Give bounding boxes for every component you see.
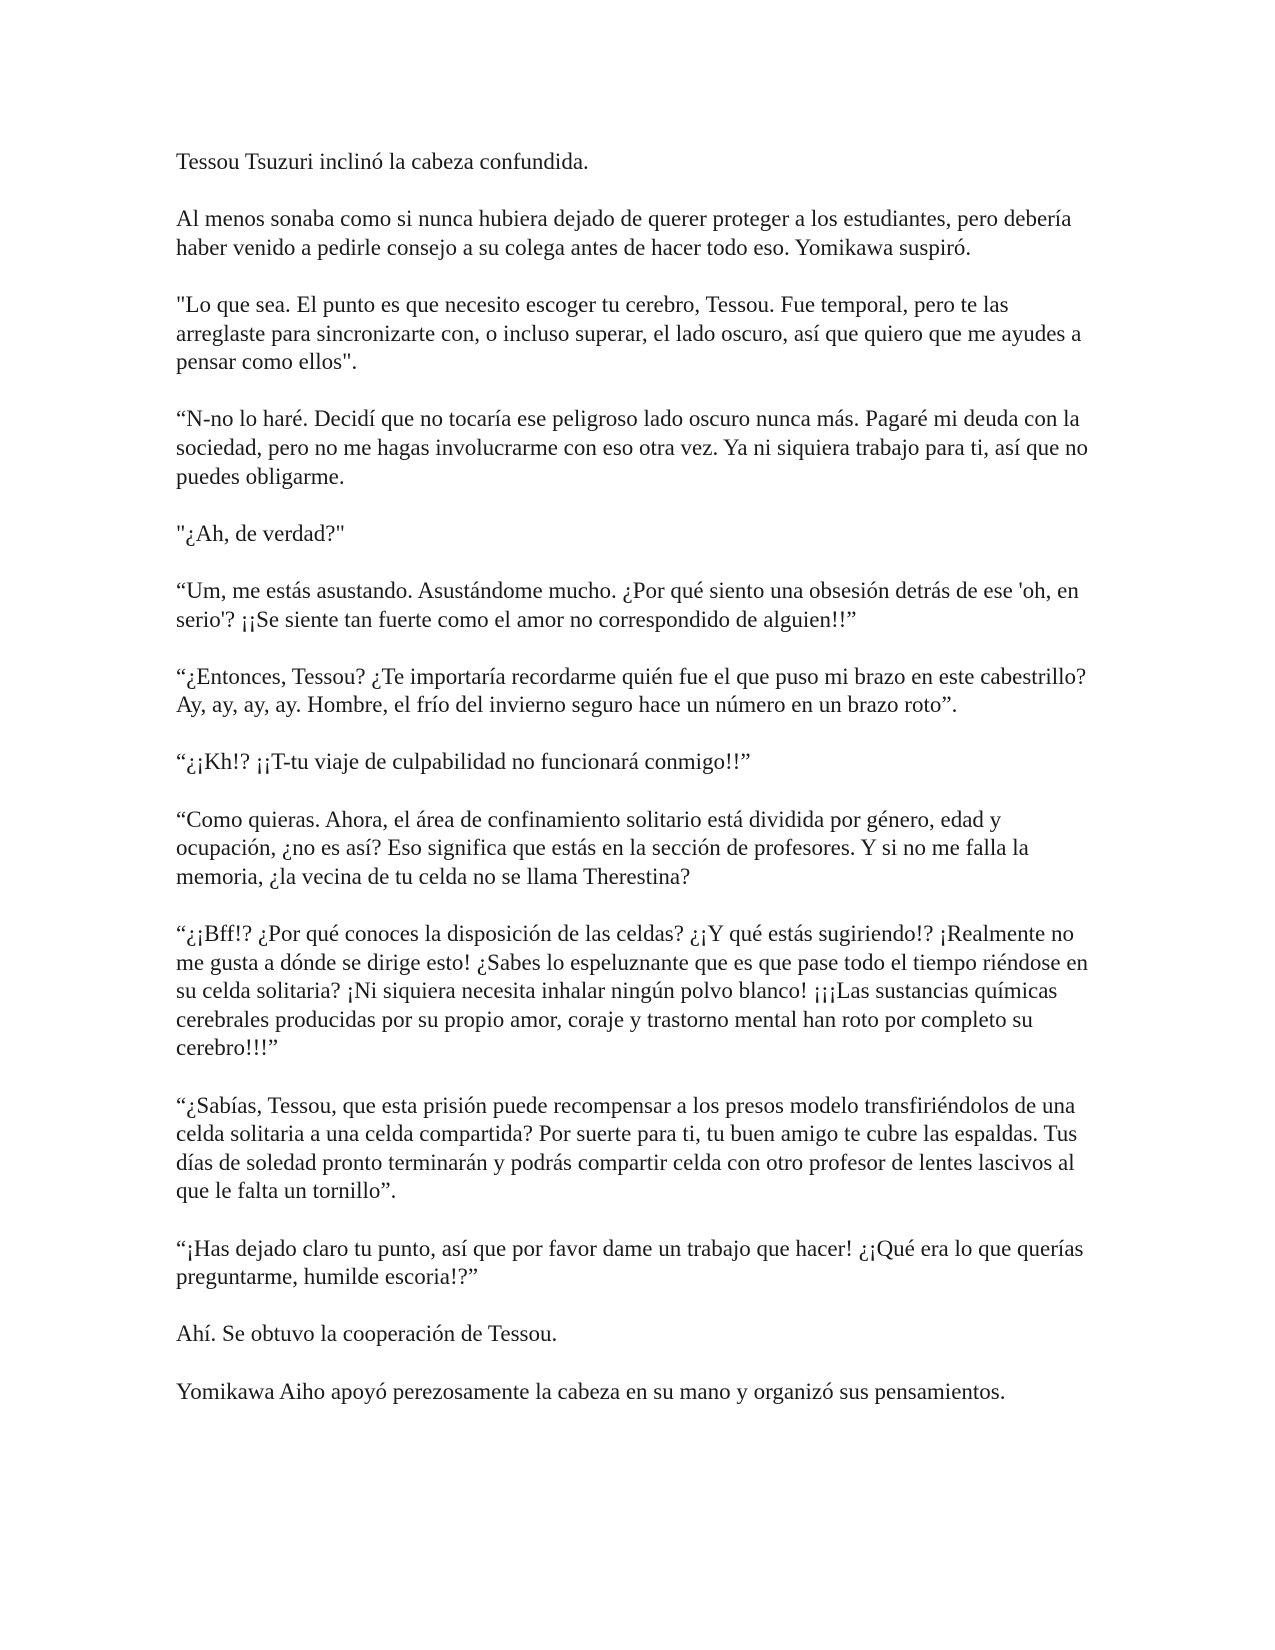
paragraph-12: “¡Has dejado claro tu punto, así que por favor dame un trabajo que hacer! ¿¡Qué era lo que querías preguntarme, humilde escoria!?” [176, 1235, 1084, 1290]
paragraph-8: “¿¡Kh!? ¡¡T-tu viaje de culpabilidad no funcionará conmigo!!” [176, 749, 751, 775]
paragraph-7: “¿Entonces, Tessou? ¿Te importaría recordarme quién fue el que puso mi brazo en este cabestrillo? Ay, ay, ay, ay. Hombre, el frío del invierno seguro hace un número en un brazo roto”. [176, 663, 1087, 718]
paragraph-10: “¿¡Bff!? ¿Por qué conoces la disposición de las celdas? ¿¡Y qué estás sugiriendo!? ¡Realmente no me gusta a dónde se dirige esto! ¿Sabes lo espeluznante que es que pase todo el tiempo riéndose en su celda solitaria? ¡Ni siquiera necesita inhalar ningún polvo blanco! ¡¡¡Las sustancias químicas cerebrales producidas por su propio amor, coraje y trastorno mental han roto por completo su cerebro!!!” [176, 921, 1089, 1061]
paragraph-11: “¿Sabías, Tessou, que esta prisión puede recompensar a los presos modelo transfiriéndolos de una celda solitaria a una celda compartida? Por suerte para ti, tu buen amigo te cubre las espaldas. Tus días de soledad pronto terminarán y podrás compartir celda con otro profesor de lentes lascivos al que le falta un tornillo”. [176, 1092, 1078, 1204]
paragraph-1: Tessou Tsuzuri inclinó la cabeza confundida. [176, 149, 589, 174]
paragraph-9: “Como quieras. Ahora, el área de confinamiento solitario está dividida por género, edad y ocupación, ¿no es así? Eso significa que estás en la sección de profesores. Y si no me falla la memoria, ¿la vecina de tu celda no se llama Therestina? [176, 806, 1029, 889]
paragraph-6: “Um, me estás asustando. Asustándome mucho. ¿Por qué siento una obsesión detrás de ese 'oh, en serio'? ¡¡Se siente tan fuerte como el amor no correspondido de alguien!!” [176, 577, 1079, 632]
paragraph-5: "¿Ah, de verdad?" [176, 520, 345, 546]
paragraph-14: Yomikawa Aiho apoyó perezosamente la cabeza en su mano y organizó sus pensamientos. [176, 1378, 1006, 1404]
document-body [176, 148, 1096, 1406]
paragraph-4: “N-no lo haré. Decidí que no tocaría ese peligroso lado oscuro nunca más. Pagaré mi deuda con la sociedad, pero no me hagas involucrarme con eso otra vez. Ya ni siquiera trabajo para ti, así que no puedes obligarme. [176, 406, 1089, 489]
paragraph-3: "Lo que sea. El punto es que necesito escoger tu cerebro, Tessou. Fue temporal, pero te las arreglaste para sincronizarte con, o incluso superar, el lado oscuro, así que quiero que me ayudes a pensar como ellos". [176, 291, 1082, 375]
paragraph-13: Ahí. Se obtuvo la cooperación de Tessou. [176, 1321, 558, 1347]
paragraph-2: Al menos sonaba como si nunca hubiera dejado de querer proteger a los estudiantes, pero debería haber venido a pedirle consejo a su colega antes de hacer todo eso. Yomikawa suspiró. [176, 206, 1072, 260]
